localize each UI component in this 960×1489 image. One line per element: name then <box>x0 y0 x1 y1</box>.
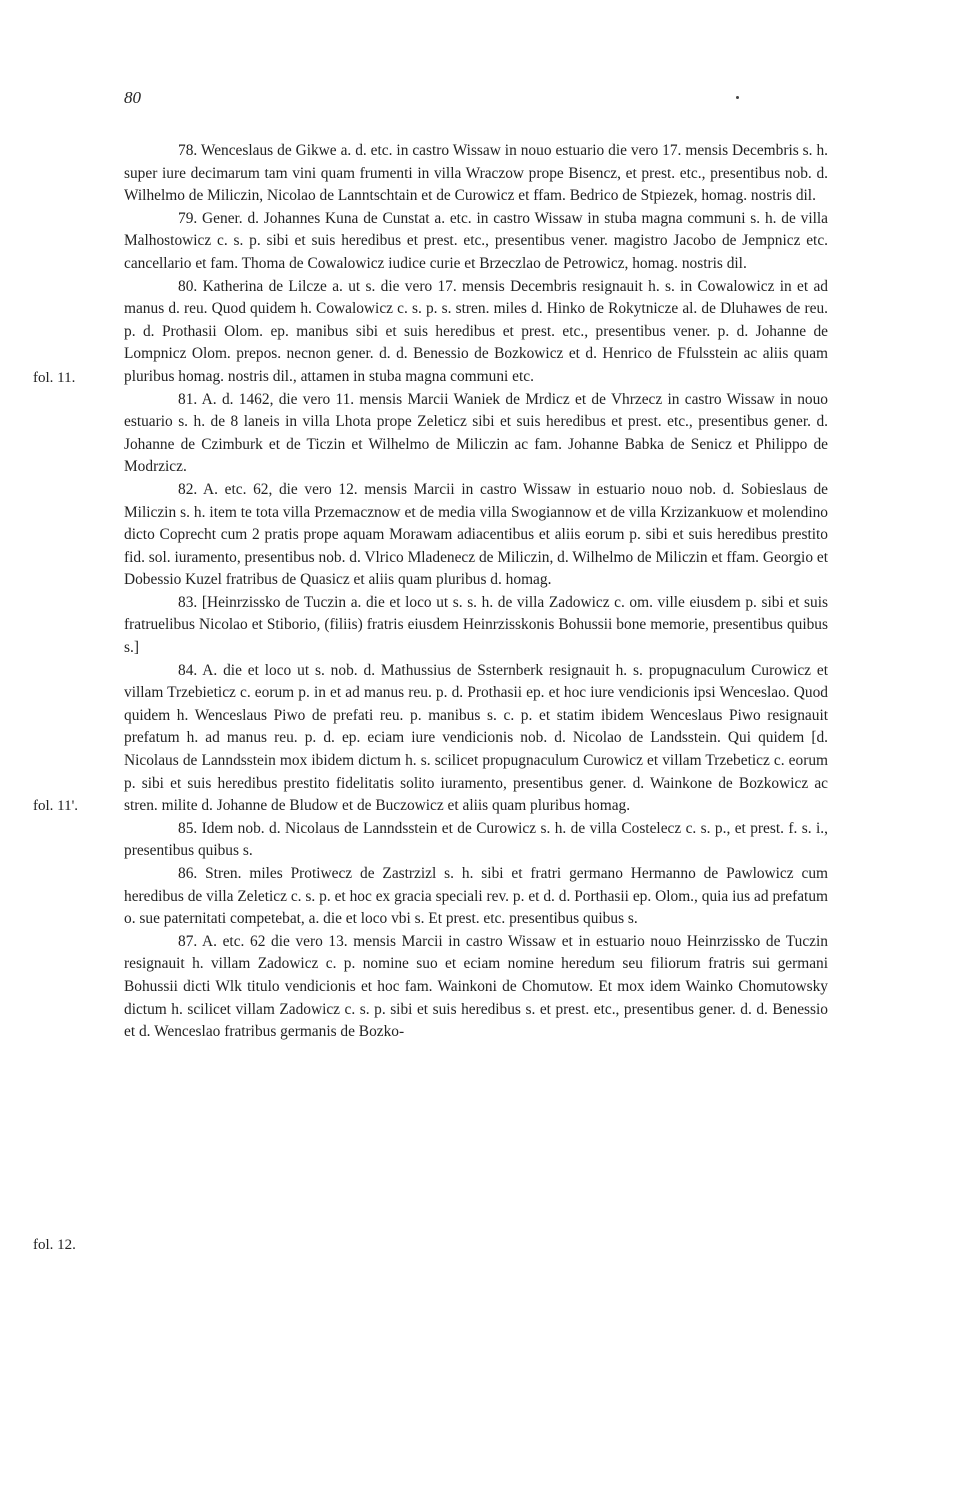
entry-78: 78. Wenceslaus de Gikwe a. d. etc. in castro Wissaw in nouo estuario die vero 17. mensis Decembris s. h. super iure decimarum tam vini quam frumenti in villa Wraczow prope Bisencz, et prest. etc., presentibus nob. d. Wilhelmo de Miliczin, Nicolao de Lanntschtain et de Curowicz et ffam. Bedrico de Stpiezek, homag. nostris dil. <box>124 142 828 205</box>
margin-note-fol-11: fol. 11. <box>33 370 76 386</box>
margin-note-fol-12: fol. 12. <box>33 1237 76 1253</box>
main-text-block <box>124 140 828 1044</box>
entry-79: 79. Gener. d. Johannes Kuna de Cunstat a. etc. in castro Wissaw in stuba magna communi s. h. de villa Malhostowicz c. s. p. sibi et suis heredibus et prest. etc., presentibus vener. magistro Jacobo de Jempnicz etc. cancellario et fam. Thoma de Cowalowicz iudice curie et Brzeczlao de Petrowicz, homag. nostris dil. <box>124 209 828 272</box>
entry-80: 80. Katherina de Lilcze a. ut s. die vero 17. mensis Decembris resignauit h. s. in Cowalowicz in et ad manus d. reu. Quod quidem h. Cowalowicz c. s. p. s. stren. miles d. Hinko de Rokytnicze al. de Dluhawes de reu. p. d. Prothasii Olom. ep. manibus sibi et suis heredibus et prest. etc., presentibus vener. p. d. Johanne de Lompnicz Olom. prepos. necnon gener. d. d. Benessio de Bozkowicz et d. Henrico de Ffulsstein ac aliis quam pluribus homag. nostris dil., attamen in stuba magna communi etc. <box>124 277 828 385</box>
entry-84: 84. A. die et loco ut s. nob. d. Mathussius de Ssternberk resignauit h. s. propugnaculum Curowicz et villam Trzebieticz c. eorum p. in et ad manus reu. p. d. Prothasii ep. et hoc iure vendicionis ipsi Wenceslao. Quod quidem h. Wenceslaus Piwo de prefati reu. p. manibus s. c. p. et statim ibidem Wenceslaus Piwo resignauit prefatum h. ad manus reu. p. d. ep. eciam iure vendicionis nob. d. Nicolao de Landsstein. Qui quidem [d. Nicolaus de Lanndsstein mox ibidem dictum h. s. scilicet propugnaculum Curowicz et villam Trzebeticz c. eorum p. sibi et suis heredibus prestito fidelitatis solito iuramento, presentibus gener. d. Wainkone de Bozkowicz ac stren. milite d. Johanne de Bludow et de Buczowicz et aliis quam pluribus homag. <box>124 661 828 815</box>
entry-83: 83. [Heinrzissko de Tuczin a. die et loco ut s. s. h. de villa Zadowicz c. om. ville eiusdem p. sibi et suis fratruelibus Nicolao et Stiborio, (filiis) fratris eiusdem Heinrzisskonis Bohussii bone memorie, presentibus quibus s.] <box>124 593 828 657</box>
entry-81: 81. A. d. 1462, die vero 11. mensis Marcii Waniek de Mrdicz et de Vhrzecz in castro Wissaw in nouo estuario s. h. de 8 laneis in villa Lhota prope Zeleticz sibi et suis heredibus et prest. etc., presentibus gener. d. Johanne de Czimburk et de Ticzin et Wilhelmo de Miliczin ac fam. Johanne Babka de Senicz et Philippo de Modrzicz. <box>124 390 828 476</box>
entry-86: 86. Stren. miles Protiwecz de Zastrzizl s. h. sibi et fratri germano Hermanno de Pawlowicz cum heredibus de villa Zeleticz c. s. p. et hoc ex gracia speciali rev. p. et d. d. Porthasii ep. Olom., quia ius ad prefatum o. sue paternitati competebat, a. die et loco vbi s. Et prest. etc. presentibus quibus s. <box>124 865 828 928</box>
entry-82: 82. A. etc. 62, die vero 12. mensis Marcii in castro Wissaw in estuario nouo nob. d. Sobieslaus de Miliczin s. h. item te tota villa Przemacznow et de media villa Swogiannow et de villa Krzizankuow et molendino dicto Coprecht cum 2 pratis prope aquam Morawam adiacentibus et aliis eorum p. sibi et suis heredibus prestito fid. sol. iuramento, presentibus nob. d. Vlrico Mladenecz de Miliczin, d. Wilhelmo de Miliczin et ffam. Georgio et Dobessio Kuzel fratribus de Quasicz et aliis quam pluribus d. homag. <box>124 480 828 589</box>
page-mark-dot <box>736 96 739 99</box>
entry-87: 87. A. etc. 62 die vero 13. mensis Marcii in castro Wissaw et in estuario nouo Heinrzissko de Tuczin resignauit h. villam Zadowicz c. p. nomine suo et eciam nomine heredum seu filiorum fratris sui germani Bohussii dicti Wlk titulo vendicionis et hoc fam. Wainkoni de Chomutow. Et mox idem Wainko Chomutowsky dictum h. scilicet villam Zadowicz c. s. p. sibi et suis heredibus s. et prest. etc., presentibus gener. d. d. Benessio et d. Wenceslao fratribus germanis de Bozko- <box>124 932 828 1041</box>
margin-note-fol-11v: fol. 11'. <box>33 798 79 814</box>
entry-85: 85. Idem nob. d. Nicolaus de Lanndsstein et de Curowicz s. h. de villa Costelecz c. s. p., et prest. f. s. i., presentibus quibus s. <box>124 819 828 860</box>
page-number: 80 <box>124 88 141 107</box>
